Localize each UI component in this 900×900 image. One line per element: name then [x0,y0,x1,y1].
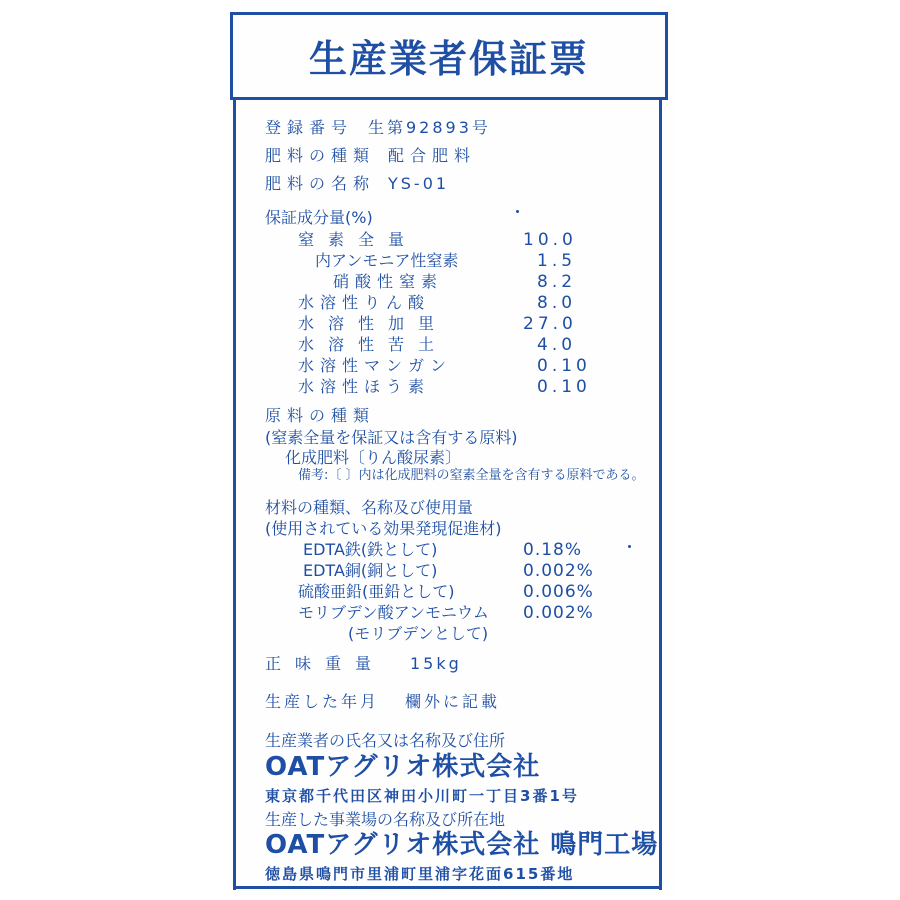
component-name: 水溶性マンガン [298,356,453,375]
additive-name: EDTA銅(銅として) [303,561,438,580]
fertilizer-type-label: 肥料の種類 [265,146,376,165]
component-value: 8.2 [537,272,577,292]
net-weight-label: 正味重量 [265,654,386,673]
component-name: 水溶性りん酸 [298,293,431,312]
additive-value: 0.002% [523,603,594,623]
registration-label: 登録番号 [265,118,354,137]
ink-speck [516,210,519,213]
registration-value: 生第92893号 [368,118,491,137]
component-value: 27.0 [523,314,577,334]
production-date-value: 欄外に記載 [405,692,501,711]
net-weight-value: 15kg [410,654,462,673]
component-value: 0.10 [537,356,591,376]
fertilizer-name-label: 肥料の名称 [265,174,376,193]
raw-materials-note: 備考:〔 〕内は化成肥料の窒素全量を含有する原料である。 [298,468,645,483]
additives-subheading: (使用されている効果発現促進材) [265,519,502,538]
component-name: 水溶性加里 [298,314,449,333]
additive-name: EDTA鉄(鉄として) [303,540,438,559]
raw-materials-heading: 原料の種類 [265,406,376,425]
producer-address: 東京都千代田区神田小川町一丁目3番1号 [265,787,579,805]
component-value: 10.0 [523,230,577,250]
component-name: 水溶性ほう素 [298,377,431,396]
raw-materials-item: 化成肥料〔りん酸尿素〕 [285,448,462,467]
additive-footnote: (モリブデンとして) [348,624,489,643]
production-date-label: 生産した年月 [265,692,380,711]
component-value: 8.0 [537,293,577,313]
component-name: 硝酸性窒素 [333,272,444,291]
component-name: 内アンモニア性窒素 [315,251,459,270]
bottom-rule [233,886,662,889]
additive-value: 0.002% [523,561,594,581]
fertilizer-type-value: 配合肥料 [388,146,477,165]
fertilizer-name-value: YS-01 [388,174,450,193]
component-value: 0.10 [537,377,591,397]
additive-name: モリブデン酸アンモニウム [298,603,489,622]
component-value: 4.0 [537,335,577,355]
additive-value: 0.006% [523,582,594,602]
factory-address: 徳島県鳴門市里浦町里浦字花面615番地 [265,865,575,883]
producer-label: 生産業者の氏名又は名称及び住所 [265,731,506,750]
raw-materials-subheading: (窒素全量を保証又は含有する原料) [265,428,518,447]
additives-heading: 材料の種類、名称及び使用量 [265,498,474,517]
component-name: 窒素全量 [298,230,419,249]
additive-value: 0.18% [523,540,583,560]
factory-label: 生産した事業場の名称及び所在地 [265,810,506,829]
page-title: 生産業者保証票 [308,37,589,81]
components-heading: 保証成分量(%) [265,208,373,227]
component-name: 水溶性苦土 [298,335,449,354]
ink-speck [628,545,631,548]
factory-name: OATアグリオ株式会社 鳴門工場 [265,830,659,860]
component-value: 1.5 [537,251,577,271]
additive-name: 硫酸亜鉛(亜鉛として) [298,582,455,601]
producer-name: OATアグリオ株式会社 [265,752,541,782]
